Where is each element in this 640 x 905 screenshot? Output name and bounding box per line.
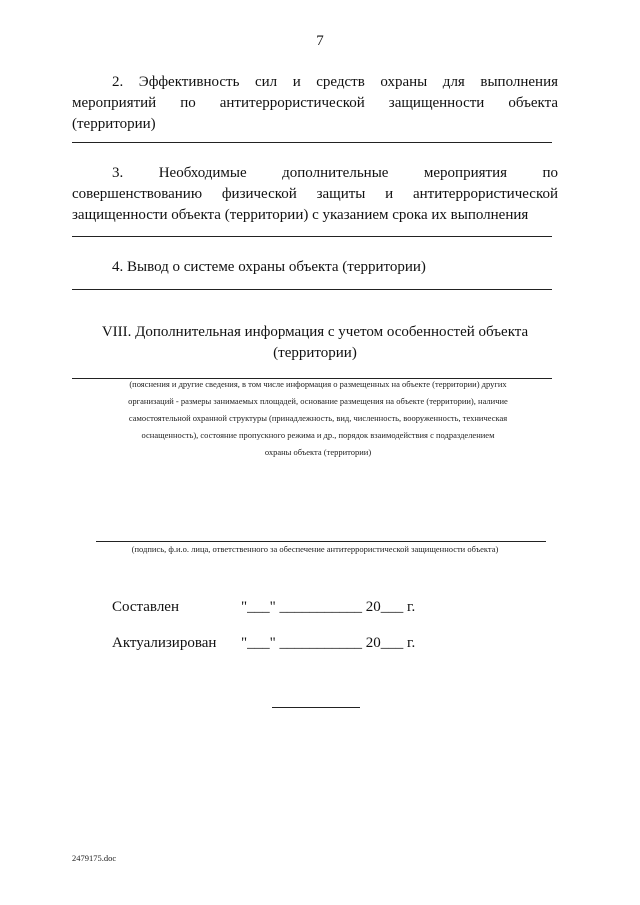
- section-2-text: [72, 72, 558, 135]
- compiled-date: "___" ___________ 20___ г.: [241, 599, 416, 615]
- section-4-line-1: 4. Вывод о системе охраны объекта (территории): [112, 259, 426, 275]
- signature-line: [96, 541, 546, 542]
- section-3-line-1: 3. Необходимые дополнительные мероприятия по: [112, 165, 558, 181]
- section-2-blank-line: [72, 142, 552, 143]
- page-number: 7: [316, 33, 324, 49]
- section-8-title-line-1: VIII. Дополнительная информация с учетом особенностей объекта: [101, 324, 529, 340]
- section-8-note: [88, 376, 548, 461]
- section-2-line-2: мероприятий по антитеррористической защищенности объекта: [72, 95, 558, 111]
- section-3-line-2: совершенствованию физической защиты и антитеррористической: [72, 186, 558, 202]
- closing-divider: [272, 707, 360, 708]
- note-line-2: организаций - размеры занимаемых площадей, основание размещения на объекте (территории), наличие: [128, 396, 508, 406]
- signature-caption: (подпись, ф.и.о. лица, ответственного за обеспечение антитеррористической защищенности объекта): [131, 544, 499, 554]
- section-2-line-1: 2. Эффективность сил и средств охраны для выполнения: [112, 74, 558, 90]
- section-2-line-3: (территории): [72, 116, 156, 132]
- section-3-line-3: защищенности объекта (территории) с указанием срока их выполнения: [72, 207, 529, 223]
- section-8-title: [72, 322, 558, 364]
- compiled-label: Составлен: [112, 599, 179, 615]
- note-line-4: оснащенность), состояние пропускного режима и др., порядок взаимодействия с подразделением: [141, 430, 495, 440]
- note-line-1: (пояснения и другие сведения, в том числе информация о размещенных на объекте (территории) других: [129, 379, 507, 389]
- note-line-5: охраны объекта (территории): [264, 447, 372, 457]
- section-8-title-line-2: (территории): [273, 345, 357, 361]
- section-4-blank-line: [72, 289, 552, 290]
- updated-date: "___" ___________ 20___ г.: [241, 635, 416, 651]
- document-id: 2479175.doc: [72, 853, 117, 863]
- note-line-3: самостоятельной охранной структуры (принадлежность, вид, численность, вооруженность, техническая: [128, 413, 508, 423]
- section-3-blank-line: [72, 236, 552, 237]
- updated-label: Актуализирован: [112, 635, 217, 651]
- section-3-text: [72, 163, 558, 226]
